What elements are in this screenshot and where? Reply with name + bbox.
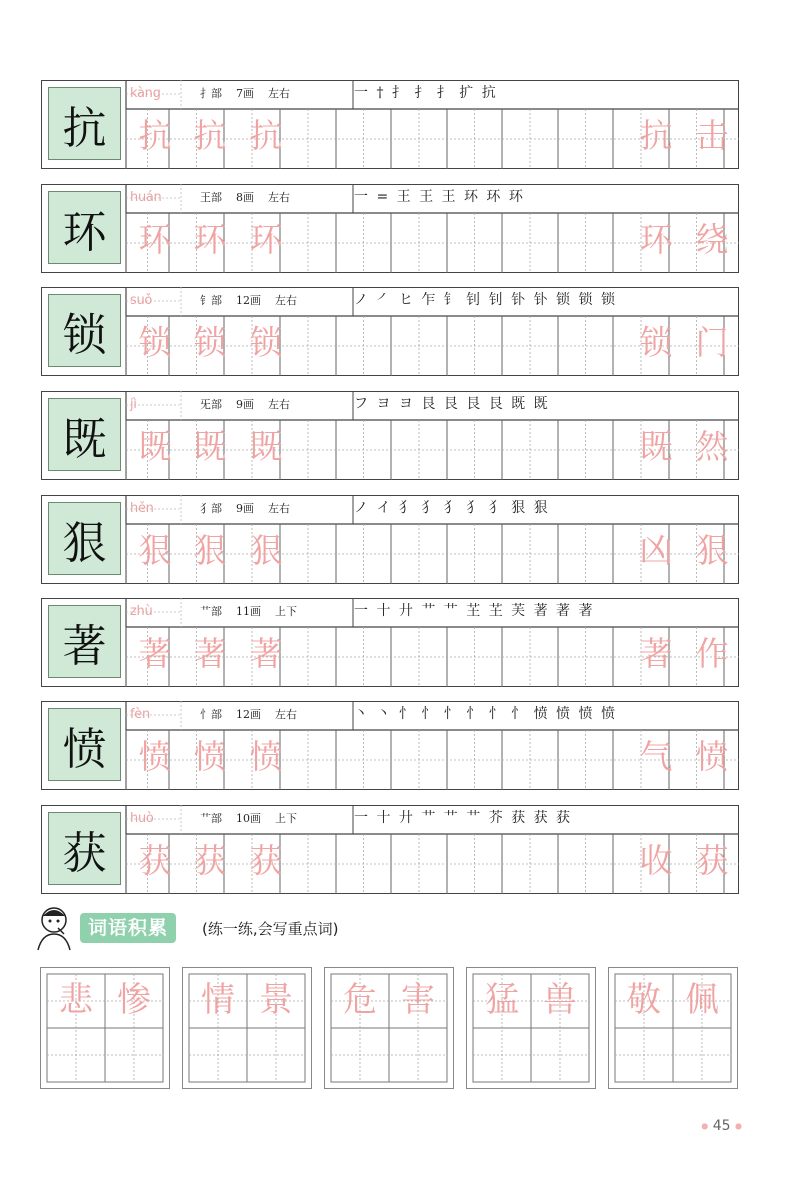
- vocab-box: [40, 967, 170, 1089]
- pinyin: kàng: [130, 86, 161, 101]
- vocab-character: 害: [401, 980, 435, 1020]
- stroke-count: 7画: [236, 87, 254, 100]
- word-character: 著: [639, 634, 673, 673]
- trace-character: 获: [138, 841, 172, 880]
- trace-character: 著: [249, 634, 283, 673]
- vocab-box: [324, 967, 454, 1089]
- model-character: 抗: [48, 87, 121, 160]
- stroke-order: 一 十 廾 艹 艹 芏 芏 芙 著 著 著: [354, 603, 595, 619]
- trace-character: 锁: [193, 323, 227, 362]
- radical: 忄部: [200, 708, 222, 721]
- trace-character: 获: [193, 841, 227, 880]
- vocab-box: [466, 967, 596, 1089]
- character-block: [41, 805, 739, 894]
- radical: 扌部: [200, 87, 222, 100]
- pinyin: huán: [130, 190, 162, 205]
- stroke-count: 10画: [236, 812, 261, 825]
- stroke-count: 9画: [236, 398, 254, 411]
- trace-character: 既: [138, 427, 172, 466]
- word-character: 愤: [695, 737, 729, 776]
- trace-character: 抗: [138, 116, 172, 155]
- stroke-order: 一 十 廾 艹 艹 艹 芥 获 获 获: [354, 810, 573, 826]
- character-block: [41, 598, 739, 687]
- character-info: [200, 85, 290, 103]
- model-character: 获: [48, 812, 121, 885]
- character-block: [41, 495, 739, 584]
- boy-illustration: [34, 904, 82, 952]
- model-character: 狠: [48, 502, 121, 575]
- stroke-order: 丶 丶 忄 忄 忄 忄 忄 忄 愤 愤 愤 愤: [354, 706, 617, 722]
- structure: 上下: [275, 605, 297, 618]
- structure: 上下: [275, 812, 297, 825]
- vocab-character: 兽: [543, 980, 577, 1020]
- vocab-character: 景: [259, 980, 293, 1020]
- radical: 旡部: [200, 398, 222, 411]
- vocab-character: 危: [343, 980, 377, 1020]
- word-character: 锁: [639, 323, 673, 362]
- character-block: [41, 80, 739, 169]
- trace-character: 愤: [249, 737, 283, 776]
- word-character: 获: [695, 841, 729, 880]
- word-character: 作: [695, 634, 729, 673]
- stroke-order: 一 = 王 王 王 环 环 环: [354, 189, 525, 205]
- practice-note: (练一练,会写重点词): [202, 920, 339, 938]
- word-character: 凶: [639, 531, 673, 570]
- trace-character: 环: [138, 220, 172, 259]
- word-character: 既: [639, 427, 673, 466]
- character-block: [41, 184, 739, 273]
- trace-character: 获: [249, 841, 283, 880]
- vocab-character: 佩: [685, 980, 719, 1020]
- structure: 左右: [268, 398, 290, 411]
- word-character: 环: [639, 220, 673, 259]
- vocab-character: 敬: [627, 980, 661, 1020]
- radical: 艹部: [200, 605, 222, 618]
- trace-character: 锁: [138, 323, 172, 362]
- character-info: [200, 189, 290, 207]
- trace-character: 环: [249, 220, 283, 259]
- structure: 左右: [275, 294, 297, 307]
- model-character: 锁: [48, 294, 121, 367]
- stroke-count: 8画: [236, 191, 254, 204]
- structure: 左右: [268, 502, 290, 515]
- vocab-character: 惨: [117, 980, 151, 1020]
- dot-icon: ●: [701, 1121, 709, 1131]
- trace-character: 抗: [193, 116, 227, 155]
- character-info: [200, 396, 290, 414]
- page-number-text: 45: [712, 1118, 731, 1134]
- pinyin: zhù: [130, 604, 153, 619]
- model-character: 愤: [48, 708, 121, 781]
- trace-character: 狠: [138, 531, 172, 570]
- character-info: [200, 810, 297, 828]
- stroke-count: 12画: [236, 708, 261, 721]
- stroke-count: 12画: [236, 294, 261, 307]
- trace-character: 锁: [249, 323, 283, 362]
- radical: 王部: [200, 191, 222, 204]
- vocab-box: [182, 967, 312, 1089]
- character-block: [41, 391, 739, 480]
- stroke-count: 9画: [236, 502, 254, 515]
- structure: 左右: [268, 87, 290, 100]
- word-character: 抗: [639, 116, 673, 155]
- model-character: 环: [48, 191, 121, 264]
- trace-character: 环: [193, 220, 227, 259]
- page-number: [701, 1118, 742, 1134]
- character-info: [200, 500, 290, 518]
- vocab-character: 猛: [485, 980, 519, 1020]
- stroke-count: 11画: [236, 605, 261, 618]
- pinyin: jì: [130, 397, 137, 412]
- stroke-order: 一 † 扌 扌 扌 扩 抗: [354, 85, 498, 101]
- word-character: 狠: [695, 531, 729, 570]
- word-character: 击: [695, 116, 729, 155]
- trace-character: 既: [193, 427, 227, 466]
- character-info: [200, 603, 297, 621]
- trace-character: 愤: [193, 737, 227, 776]
- radical: 钅部: [200, 294, 222, 307]
- character-info: [200, 292, 297, 310]
- word-character: 门: [695, 323, 729, 362]
- radical: 艹部: [200, 812, 222, 825]
- structure: 左右: [268, 191, 290, 204]
- stroke-order: ノ イ 犭 犭 犭 犭 犭 狠 狠: [354, 500, 550, 516]
- trace-character: 既: [249, 427, 283, 466]
- trace-character: 著: [138, 634, 172, 673]
- trace-character: 愤: [138, 737, 172, 776]
- radical: 犭部: [200, 502, 222, 515]
- practice-title: 词语积累: [80, 913, 176, 943]
- stroke-order: フ ヨ ヨ 艮 艮 艮 艮 既 既: [354, 396, 550, 412]
- character-block: [41, 701, 739, 790]
- structure: 左右: [275, 708, 297, 721]
- pinyin: suǒ: [130, 293, 153, 308]
- trace-character: 狠: [249, 531, 283, 570]
- word-character: 收: [639, 841, 673, 880]
- trace-character: 抗: [249, 116, 283, 155]
- vocab-character: 情: [201, 980, 235, 1020]
- pinyin: huò: [130, 811, 154, 826]
- word-character: 然: [695, 427, 729, 466]
- pinyin: hěn: [130, 501, 154, 516]
- trace-character: 著: [193, 634, 227, 673]
- word-character: 绕: [695, 220, 729, 259]
- dot-icon: ●: [735, 1121, 742, 1131]
- model-character: 既: [48, 398, 121, 471]
- character-block: [41, 287, 739, 376]
- model-character: 著: [48, 605, 121, 678]
- pinyin: fèn: [130, 707, 150, 722]
- character-info: [200, 706, 297, 724]
- vocab-character: 悲: [59, 980, 93, 1020]
- stroke-order: ノ ㇒ ヒ 乍 钅 钊 钊 钋 钋 锁 锁 锁: [354, 292, 617, 308]
- trace-character: 狠: [193, 531, 227, 570]
- word-character: 气: [639, 737, 673, 776]
- vocab-box: [608, 967, 738, 1089]
